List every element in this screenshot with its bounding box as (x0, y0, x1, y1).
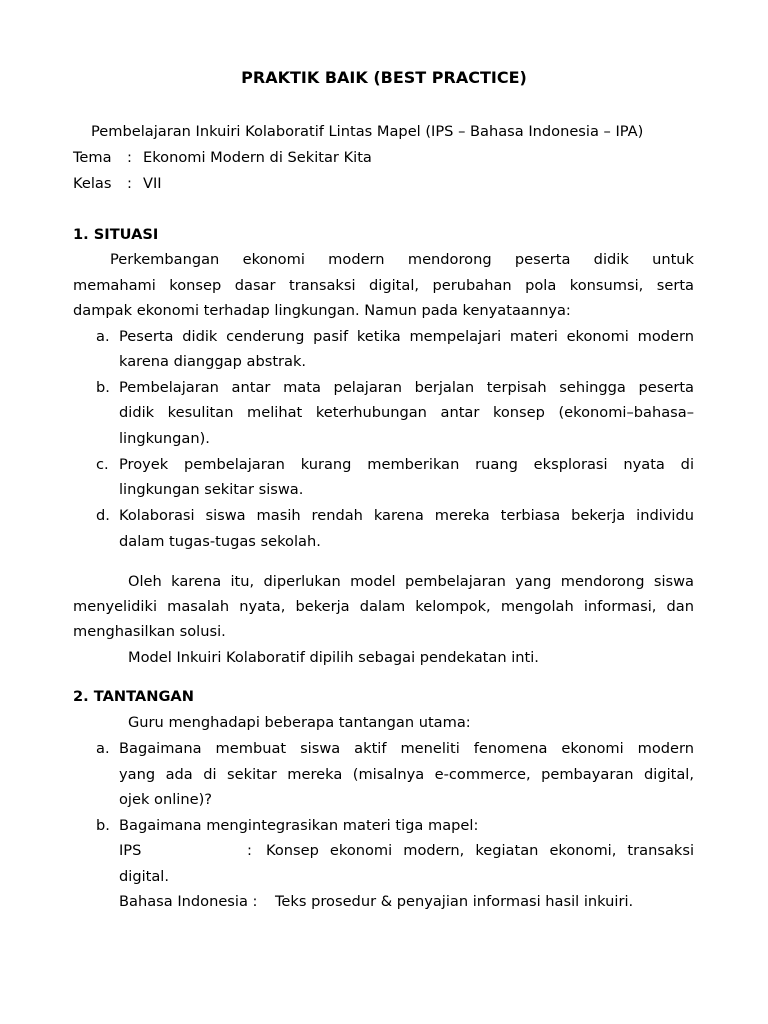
kelas-colon: : (127, 175, 132, 192)
list-item-line: ojek online)? (119, 791, 213, 808)
section-heading-tantangan: 2. TANTANGAN (73, 688, 194, 705)
tema-label: Tema (73, 149, 112, 166)
paragraph-line: Guru menghadapi beberapa tantangan utama: (128, 714, 471, 731)
ips-colon: : (247, 842, 252, 859)
list-item-line: Pembelajaran antar mata pelajaran berjalan terpisah sehingga peserta (119, 379, 694, 396)
list-item-line: Kolaborasi siswa masih rendah karena mereka terbiasa bekerja individu (119, 507, 694, 524)
bahasa-indonesia-label: Bahasa Indonesia : (119, 893, 258, 910)
ips-text: Konsep ekonomi modern, kegiatan ekonomi, transaksi (266, 842, 694, 859)
paragraph-line: Perkembangan ekonomi modern mendorong peserta didik untuk (110, 251, 694, 268)
list-item-line: lingkungan sekitar siswa. (119, 481, 304, 498)
list-item-label: a. (96, 328, 110, 345)
kelas-value: VII (143, 175, 162, 192)
paragraph-line: Oleh karena itu, diperlukan model pembelajaran yang mendorong siswa (128, 573, 694, 590)
list-item-label: a. (96, 740, 110, 757)
list-item-line: Peserta didik cenderung pasif ketika mempelajari materi ekonomi modern (119, 328, 694, 345)
list-item-line: lingkungan). (119, 430, 210, 447)
list-item-line: Bagaimana mengintegrasikan materi tiga mapel: (119, 817, 479, 834)
ips-label: IPS (119, 842, 142, 859)
paragraph-line: menghasilkan solusi. (73, 623, 226, 640)
paragraph-line: dampak ekonomi terhadap lingkungan. Namun pada kenyataannya: (73, 302, 571, 319)
paragraph-line: memahami konsep dasar transaksi digital, perubahan pola konsumsi, serta (73, 277, 694, 294)
list-item-label: b. (96, 379, 110, 396)
list-item-label: b. (96, 817, 110, 834)
list-item-line: karena dianggap abstrak. (119, 353, 307, 370)
ips-text-continued: digital. (119, 868, 169, 885)
list-item-label: c. (96, 456, 109, 473)
kelas-label: Kelas (73, 175, 112, 192)
list-item-line: didik kesulitan melihat keterhubungan antar konsep (ekonomi–bahasa– (119, 404, 694, 421)
page-title: PRAKTIK BAIK (BEST PRACTICE) (241, 68, 527, 87)
paragraph-line: Model Inkuiri Kolaboratif dipilih sebagai pendekatan inti. (128, 649, 539, 666)
list-item-label: d. (96, 507, 110, 524)
tema-colon: : (127, 149, 132, 166)
paragraph-line: menyelidiki masalah nyata, bekerja dalam kelompok, mengolah informasi, dan (73, 598, 694, 615)
subtitle: Pembelajaran Inkuiri Kolaboratif Lintas Mapel (IPS – Bahasa Indonesia – IPA) (91, 123, 644, 140)
list-item-line: dalam tugas-tugas sekolah. (119, 533, 321, 550)
bahasa-indonesia-text: Teks prosedur & penyajian informasi hasil inkuiri. (275, 893, 634, 910)
section-heading-situasi: 1. SITUASI (73, 226, 159, 243)
list-item-line: yang ada di sekitar mereka (misalnya e-commerce, pembayaran digital, (119, 766, 694, 783)
list-item-line: Bagaimana membuat siswa aktif meneliti fenomena ekonomi modern (119, 740, 694, 757)
list-item-line: Proyek pembelajaran kurang memberikan ruang eksplorasi nyata di (119, 456, 694, 473)
tema-value: Ekonomi Modern di Sekitar Kita (143, 149, 372, 166)
